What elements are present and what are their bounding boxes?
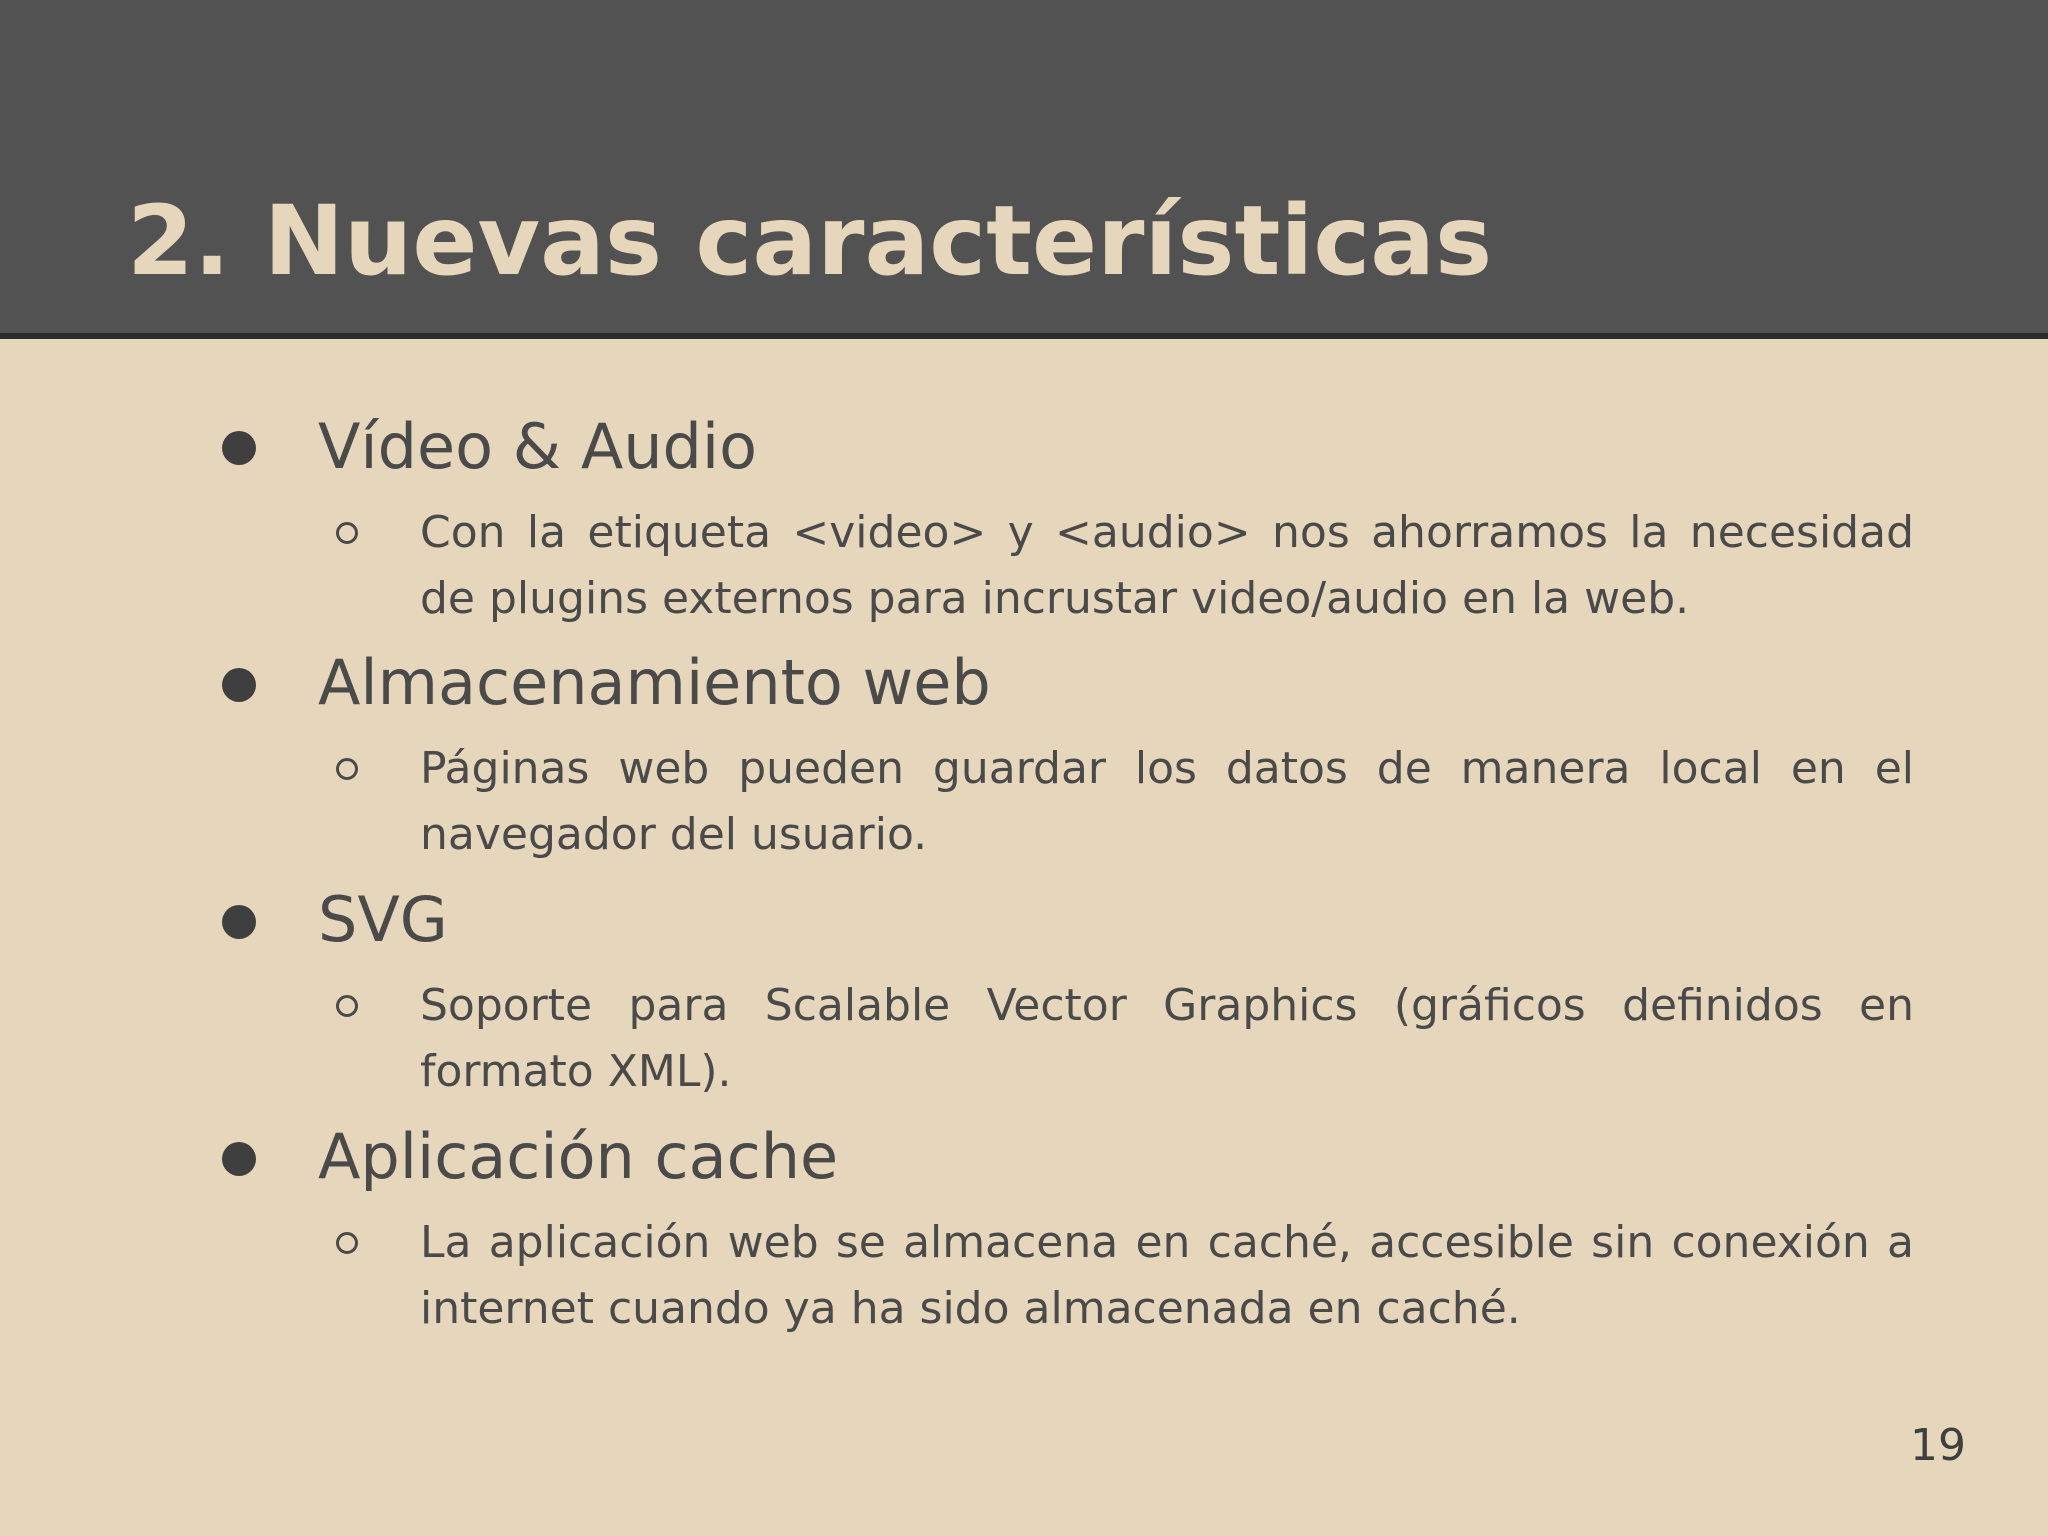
bullet-dot-icon [222, 1142, 256, 1176]
bullet-label: Vídeo & Audio [318, 410, 758, 483]
bullet-dot-icon [222, 905, 256, 939]
bullet-label: Aplicación cache [318, 1120, 839, 1193]
bullet-detail: Con la etiqueta <video> y <audio> nos ahorramos la necesidad de plugins externos para incrustar video/audio en la web. [420, 507, 1914, 624]
bullet-detail: Soporte para Scalable Vector Graphics (gráficos definidos en formato XML). [420, 980, 1914, 1097]
bullet-detail: La aplicación web se almacena en caché, accesible sin conexión a internet cuando ya ha sido almacenada en caché. [420, 1217, 1914, 1334]
sub-bullet-circle-icon [336, 522, 358, 544]
bullet-dot-icon [222, 668, 256, 702]
slide-title: 2. Nuevas características [127, 185, 1493, 297]
bullet-dot-icon [222, 431, 256, 465]
bullet-detail: Páginas web pueden guardar los datos de manera local en el navegador del usuario. [420, 743, 1914, 860]
bullet-label: SVG [318, 883, 448, 956]
sub-bullet-circle-icon [336, 758, 358, 780]
sub-bullet-circle-icon [336, 995, 358, 1017]
bullet-label: Almacenamiento web [318, 646, 991, 719]
sub-bullet-circle-icon [336, 1232, 358, 1254]
page-number: 19 [1910, 1420, 1966, 1471]
